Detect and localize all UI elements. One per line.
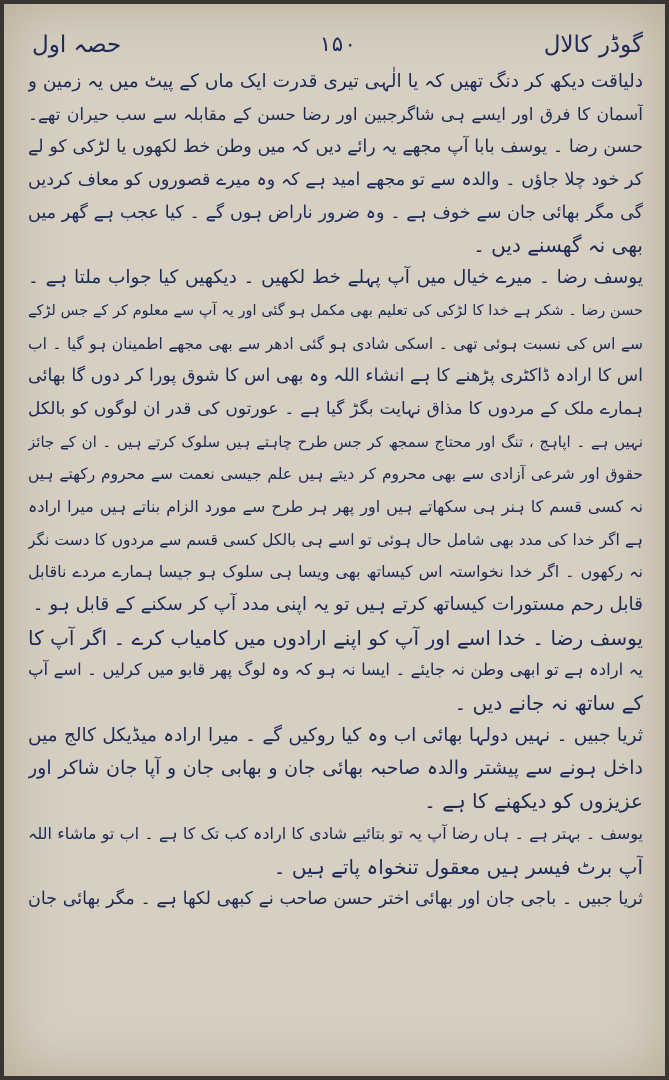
text-line: کے ساتھ نہ جانے دیں ۔	[454, 691, 643, 716]
text-line: داخل ہونے سے پیشتر والدہ صاحبہ بھائی جان و بھابی جان و آپا جان شاکر اور	[28, 757, 643, 780]
page-number: ۱۵۰	[318, 32, 357, 56]
text-line: اس کا ارادہ ڈاکٹری پڑھنے کا ہے انشاء اللہ وہ بھی اس کا شوق پورا کر دوں گا بھائی	[28, 366, 643, 387]
text-line: قابل رحم مستورات کیساتھ کرتے ہیں تو یہ اپنی مدد آپ کر سکنے کے قابل ہو ۔	[32, 594, 643, 615]
part-label: حصہ اول	[32, 32, 122, 58]
page-body	[28, 66, 643, 916]
text-line: یوسف رضا ۔ خدا اسے اور آپ کو اپنے ارادوں میں کامیاب کرے ۔ اگر آپ کا	[28, 625, 643, 650]
text-line: حقوق اور شرعی آزادی سے بھی محروم کر دیتے ہیں علم جیسی نعمت سے محروم رکھتے ہیں	[28, 465, 643, 484]
text-line: نہ کسی قسم کا ہنر ہی سکھاتے ہیں اور پھر ہر طرح سے مورد الزام بناتے ہیں میرا ارادہ	[28, 496, 643, 516]
text-line: یوسف رضا ۔ میرے خیال میں آپ پہلے خط لکھیں ۔ دیکھیں کیا جواب ملتا ہے ۔	[28, 267, 643, 289]
text-line: نہیں ہے ۔ اپاہج ، تنگ اور محتاج سمجھ کر جس طرح چاہتے ہیں سلوک کرتے ہیں ۔ ان کے جائز	[28, 432, 643, 451]
text-line: عزیزوں کو دیکھنے کا ہے ۔	[424, 789, 643, 814]
text-line: آپ برٹ فیسر ہیں معقول تنخواہ پاتے ہیں ۔	[273, 854, 643, 879]
book-title: گوڈر کالال	[543, 32, 643, 58]
text-line: آسمان کا فرق اور ایسے ہی شاگرجبین اور رضا حسن کے مقابلہ سے سب حیران تھے۔	[28, 104, 643, 125]
text-line: دلیاقت دیکھ کر دنگ تھیں کہ یا الٰہی تیری قدرت ایک ماں کے پیٹ میں یہ زمین و	[28, 71, 643, 92]
text-line: ہمارے ملک کے مردوں کا مذاق نہایت بگڑ گیا ہے ۔ عورتوں کی قدر ان لوگوں کو بالکل	[28, 398, 643, 419]
text-line: حسن رضا ۔ یوسف بابا آپ مجھے یہ رائے دیں کہ میں وطن خط لکھوں یا لڑکی کو لے	[28, 137, 643, 158]
text-line: کر خود چلا جاؤں ۔ والدہ سے تو مجھے امید ہے کہ وہ میرے قصوروں کو معاف کردیں	[28, 170, 643, 191]
text-line: نہ رکھوں ۔ اگر خدا نخواستہ اس کیساتھ بھی ویسا ہی سلوک ہو جیسا ہمارے مردے ناقابل	[28, 562, 643, 582]
text-line: سے اس کی نسبت ہوئی تھی ۔ اسکی شادی ہو گئی ادھر سے بھی مجھے اطمینان ہو گیا ۔ اب	[28, 334, 643, 353]
text-line: ثریا جبیں ۔ باجی جان اور بھائی اختر حسن صاحب نے کبھی لکھا ہے ۔ مگر بھائی جان	[28, 889, 643, 910]
text-line: حسن رضا ۔ شکر ہے خدا کا لڑکی کی تعلیم بھی مکمل ہو گئی اور یہ آپ سے معلوم کر کے جس لڑکے	[28, 302, 643, 319]
text-line: بھی نہ گھسنے دیں ۔	[473, 233, 643, 258]
text-line: گی مگر بھائی جان سے خوف ہے ۔ وہ ضرور ناراض ہوں گے ۔ کیا عجب ہے گھر میں	[28, 202, 643, 223]
text-line: یوسف ۔ بہتر ہے ۔ ہاں رضا آپ یہ تو بتائیے شادی کا ارادہ کب تک کا ہے ۔ اب تو ماشاء اللہ	[28, 823, 643, 843]
text-line: ثریا جبیں ۔ نہیں دولہا بھائی اب وہ کیا روکیں گے ۔ میرا ارادہ میڈیکل کالج میں	[28, 724, 643, 746]
book-page	[4, 4, 665, 1076]
text-line: یہ ارادہ ہے تو ابھی وطن نہ جایئے ۔ ایسا نہ ہو کہ وہ لوگ پھر قابو میں کرلیں ۔ اسے آپ	[28, 660, 643, 680]
text-line: ہے اگر خدا کی مدد بھی شامل حال ہوئی تو اسے ہی بالکل کسی قسم سے مردوں کا دست نگر	[28, 530, 643, 549]
